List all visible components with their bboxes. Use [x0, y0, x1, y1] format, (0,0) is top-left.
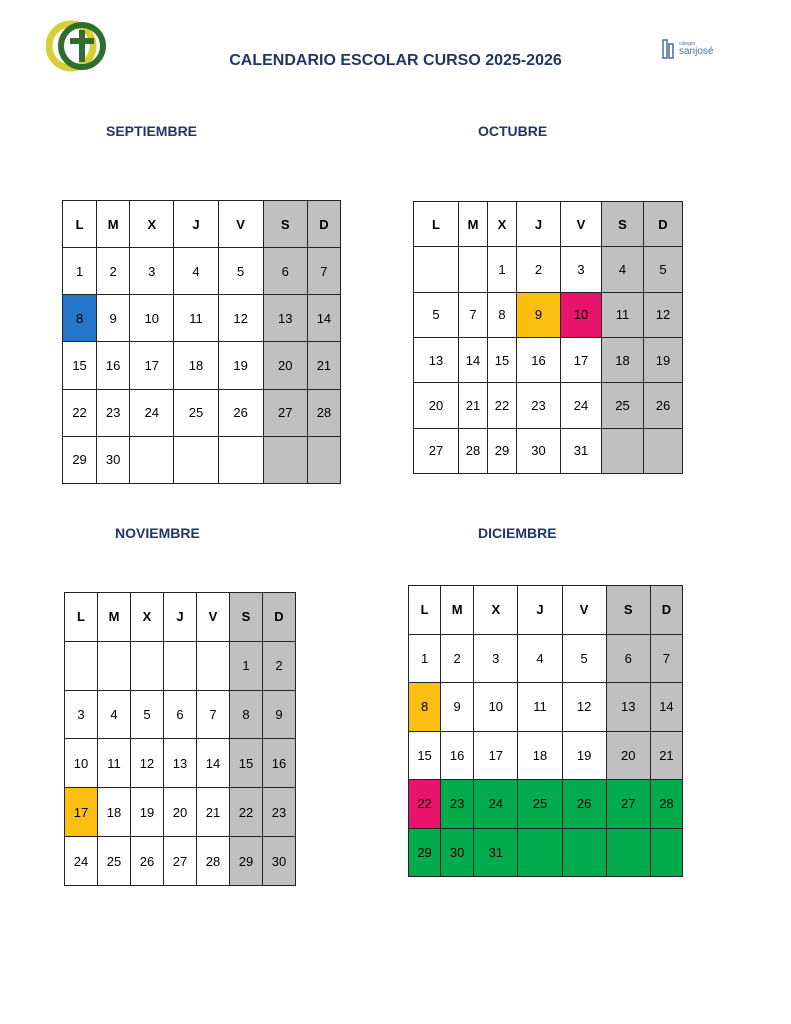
day-cell: 1 [488, 247, 517, 292]
weekday-header: L [414, 202, 459, 247]
day-cell: 7 [197, 690, 230, 739]
week-row [63, 342, 341, 389]
day-cell: 13 [164, 739, 197, 788]
day-cell: 11 [98, 739, 131, 788]
day-cell: 28 [650, 780, 682, 829]
day-cell: 27 [414, 428, 459, 473]
day-cell: 9 [517, 292, 561, 337]
day-cell: 15 [488, 337, 517, 382]
day-cell: 23 [441, 780, 474, 829]
day-cell: 15 [409, 731, 441, 780]
weekday-header: X [130, 201, 174, 248]
week-row [65, 788, 296, 837]
month-title-septiembre: SEPTIEMBRE [106, 123, 198, 139]
day-cell: 11 [602, 292, 644, 337]
empty-day-cell [98, 641, 131, 690]
day-cell: 5 [562, 634, 606, 683]
day-cell: 3 [130, 248, 174, 295]
weekday-header: V [561, 202, 602, 247]
page-title: CALENDARIO ESCOLAR CURSO 2025-2026 [229, 52, 562, 69]
day-cell: 3 [65, 690, 98, 739]
day-cell: 22 [409, 780, 441, 829]
week-row [63, 295, 341, 342]
day-cell: 8 [230, 690, 263, 739]
day-cell: 21 [650, 731, 682, 780]
week-row [414, 383, 683, 428]
empty-day-cell [602, 428, 644, 473]
day-cell: 2 [263, 641, 296, 690]
day-cell: 1 [409, 634, 441, 683]
day-cell: 21 [307, 342, 340, 389]
day-cell: 25 [602, 383, 644, 428]
weekday-header: J [164, 593, 197, 642]
day-cell: 9 [263, 690, 296, 739]
week-row [409, 828, 683, 877]
day-cell: 24 [561, 383, 602, 428]
day-cell: 26 [644, 383, 683, 428]
day-cell: 7 [307, 248, 340, 295]
weekday-header: M [98, 593, 131, 642]
week-row [65, 641, 296, 690]
weekday-header: S [602, 202, 644, 247]
week-row [414, 292, 683, 337]
day-cell: 12 [218, 295, 263, 342]
weekday-header: L [63, 201, 97, 248]
day-cell: 13 [414, 337, 459, 382]
day-cell: 18 [518, 731, 562, 780]
day-cell: 28 [197, 837, 230, 886]
day-cell: 6 [164, 690, 197, 739]
weekday-header: V [218, 201, 263, 248]
day-cell: 26 [562, 780, 606, 829]
day-cell: 9 [97, 295, 130, 342]
day-cell: 30 [97, 436, 130, 483]
week-row [63, 436, 341, 483]
week-row [409, 634, 683, 683]
day-cell: 5 [131, 690, 164, 739]
day-cell: 24 [474, 780, 518, 829]
day-cell: 25 [98, 837, 131, 886]
day-cell: 17 [474, 731, 518, 780]
day-cell: 25 [174, 389, 218, 436]
day-cell: 10 [561, 292, 602, 337]
day-cell: 11 [174, 295, 218, 342]
day-cell: 3 [474, 634, 518, 683]
day-cell: 14 [307, 295, 340, 342]
day-cell: 16 [517, 337, 561, 382]
day-cell: 23 [263, 788, 296, 837]
day-cell: 17 [65, 788, 98, 837]
day-cell: 12 [644, 292, 683, 337]
empty-day-cell [650, 828, 682, 877]
week-row [409, 731, 683, 780]
day-cell: 20 [164, 788, 197, 837]
day-cell: 6 [606, 634, 650, 683]
day-cell: 10 [65, 739, 98, 788]
weekday-header-row [63, 201, 341, 248]
month-title-octubre: OCTUBRE [478, 123, 548, 139]
day-cell: 5 [414, 292, 459, 337]
week-row [409, 683, 683, 732]
day-cell: 14 [459, 337, 488, 382]
day-cell: 28 [307, 389, 340, 436]
weekday-header: L [65, 593, 98, 642]
day-cell: 11 [518, 683, 562, 732]
day-cell: 4 [98, 690, 131, 739]
day-cell: 26 [131, 837, 164, 886]
calendar-diciembre [408, 585, 683, 877]
day-cell: 19 [131, 788, 164, 837]
day-cell: 9 [441, 683, 474, 732]
week-row [65, 837, 296, 886]
day-cell: 31 [561, 428, 602, 473]
day-cell: 20 [414, 383, 459, 428]
empty-day-cell [65, 641, 98, 690]
weekday-header: M [97, 201, 130, 248]
weekday-header-row [409, 586, 683, 635]
week-row [65, 739, 296, 788]
empty-day-cell [131, 641, 164, 690]
weekday-header: X [131, 593, 164, 642]
sanjose-logo-text: sanjosé [679, 46, 714, 57]
day-cell: 23 [97, 389, 130, 436]
weekday-header: S [606, 586, 650, 635]
empty-day-cell [644, 428, 683, 473]
weekday-header-row [65, 593, 296, 642]
week-row [414, 247, 683, 292]
weekday-header: X [488, 202, 517, 247]
day-cell: 14 [650, 683, 682, 732]
weekday-header: J [518, 586, 562, 635]
day-cell: 7 [650, 634, 682, 683]
empty-day-cell [130, 436, 174, 483]
day-cell: 20 [606, 731, 650, 780]
day-cell: 8 [488, 292, 517, 337]
weekday-header: V [562, 586, 606, 635]
week-row [65, 690, 296, 739]
weekday-header: D [650, 586, 682, 635]
day-cell: 21 [459, 383, 488, 428]
day-cell: 6 [263, 248, 307, 295]
day-cell: 15 [230, 739, 263, 788]
day-cell: 29 [230, 837, 263, 886]
day-cell: 30 [517, 428, 561, 473]
day-cell: 8 [63, 295, 97, 342]
day-cell: 5 [218, 248, 263, 295]
calendar-octubre [413, 201, 683, 474]
day-cell: 18 [602, 337, 644, 382]
day-cell: 18 [174, 342, 218, 389]
day-cell: 14 [197, 739, 230, 788]
day-cell: 10 [474, 683, 518, 732]
month-title-diciembre: DICIEMBRE [478, 525, 557, 541]
day-cell: 29 [488, 428, 517, 473]
empty-day-cell [263, 436, 307, 483]
weekday-header: V [197, 593, 230, 642]
day-cell: 22 [63, 389, 97, 436]
day-cell: 22 [230, 788, 263, 837]
day-cell: 31 [474, 828, 518, 877]
weekday-header: D [644, 202, 683, 247]
day-cell: 17 [561, 337, 602, 382]
empty-day-cell [414, 247, 459, 292]
day-cell: 3 [561, 247, 602, 292]
day-cell: 13 [606, 683, 650, 732]
day-cell: 27 [263, 389, 307, 436]
weekday-header: J [517, 202, 561, 247]
day-cell: 23 [517, 383, 561, 428]
day-cell: 5 [644, 247, 683, 292]
day-cell: 15 [63, 342, 97, 389]
day-cell: 27 [606, 780, 650, 829]
day-cell: 12 [562, 683, 606, 732]
day-cell: 10 [130, 295, 174, 342]
weekday-header: M [459, 202, 488, 247]
weekday-header: X [474, 586, 518, 635]
empty-day-cell [518, 828, 562, 877]
day-cell: 7 [459, 292, 488, 337]
day-cell: 24 [130, 389, 174, 436]
week-row [414, 428, 683, 473]
day-cell: 28 [459, 428, 488, 473]
weekday-header: S [263, 201, 307, 248]
day-cell: 26 [218, 389, 263, 436]
day-cell: 8 [409, 683, 441, 732]
empty-day-cell [307, 436, 340, 483]
weekday-header-row [414, 202, 683, 247]
week-row [63, 248, 341, 295]
empty-day-cell [197, 641, 230, 690]
calendar-septiembre [62, 200, 341, 484]
day-cell: 16 [97, 342, 130, 389]
empty-day-cell [164, 641, 197, 690]
day-cell: 1 [230, 641, 263, 690]
day-cell: 20 [263, 342, 307, 389]
weekday-header: M [441, 586, 474, 635]
day-cell: 2 [517, 247, 561, 292]
weekday-header: D [307, 201, 340, 248]
weekday-header: L [409, 586, 441, 635]
day-cell: 12 [131, 739, 164, 788]
day-cell: 4 [518, 634, 562, 683]
day-cell: 19 [562, 731, 606, 780]
week-row [63, 389, 341, 436]
weekday-header: S [230, 593, 263, 642]
day-cell: 13 [263, 295, 307, 342]
day-cell: 18 [98, 788, 131, 837]
day-cell: 16 [263, 739, 296, 788]
day-cell: 22 [488, 383, 517, 428]
day-cell: 19 [218, 342, 263, 389]
day-cell: 27 [164, 837, 197, 886]
empty-day-cell [174, 436, 218, 483]
day-cell: 2 [441, 634, 474, 683]
day-cell: 19 [644, 337, 683, 382]
empty-day-cell [562, 828, 606, 877]
day-cell: 1 [63, 248, 97, 295]
day-cell: 25 [518, 780, 562, 829]
weekday-header: J [174, 201, 218, 248]
empty-day-cell [218, 436, 263, 483]
day-cell: 29 [409, 828, 441, 877]
empty-day-cell [459, 247, 488, 292]
day-cell: 30 [263, 837, 296, 886]
day-cell: 2 [97, 248, 130, 295]
calendar-noviembre [64, 592, 296, 886]
day-cell: 29 [63, 436, 97, 483]
week-row [409, 780, 683, 829]
weekday-header: D [263, 593, 296, 642]
month-title-noviembre: NOVIEMBRE [115, 525, 200, 541]
day-cell: 4 [174, 248, 218, 295]
day-cell: 17 [130, 342, 174, 389]
week-row [414, 337, 683, 382]
empty-day-cell [606, 828, 650, 877]
day-cell: 21 [197, 788, 230, 837]
day-cell: 24 [65, 837, 98, 886]
day-cell: 4 [602, 247, 644, 292]
day-cell: 30 [441, 828, 474, 877]
sanjose-logo-small: colegio [679, 41, 695, 47]
day-cell: 16 [441, 731, 474, 780]
